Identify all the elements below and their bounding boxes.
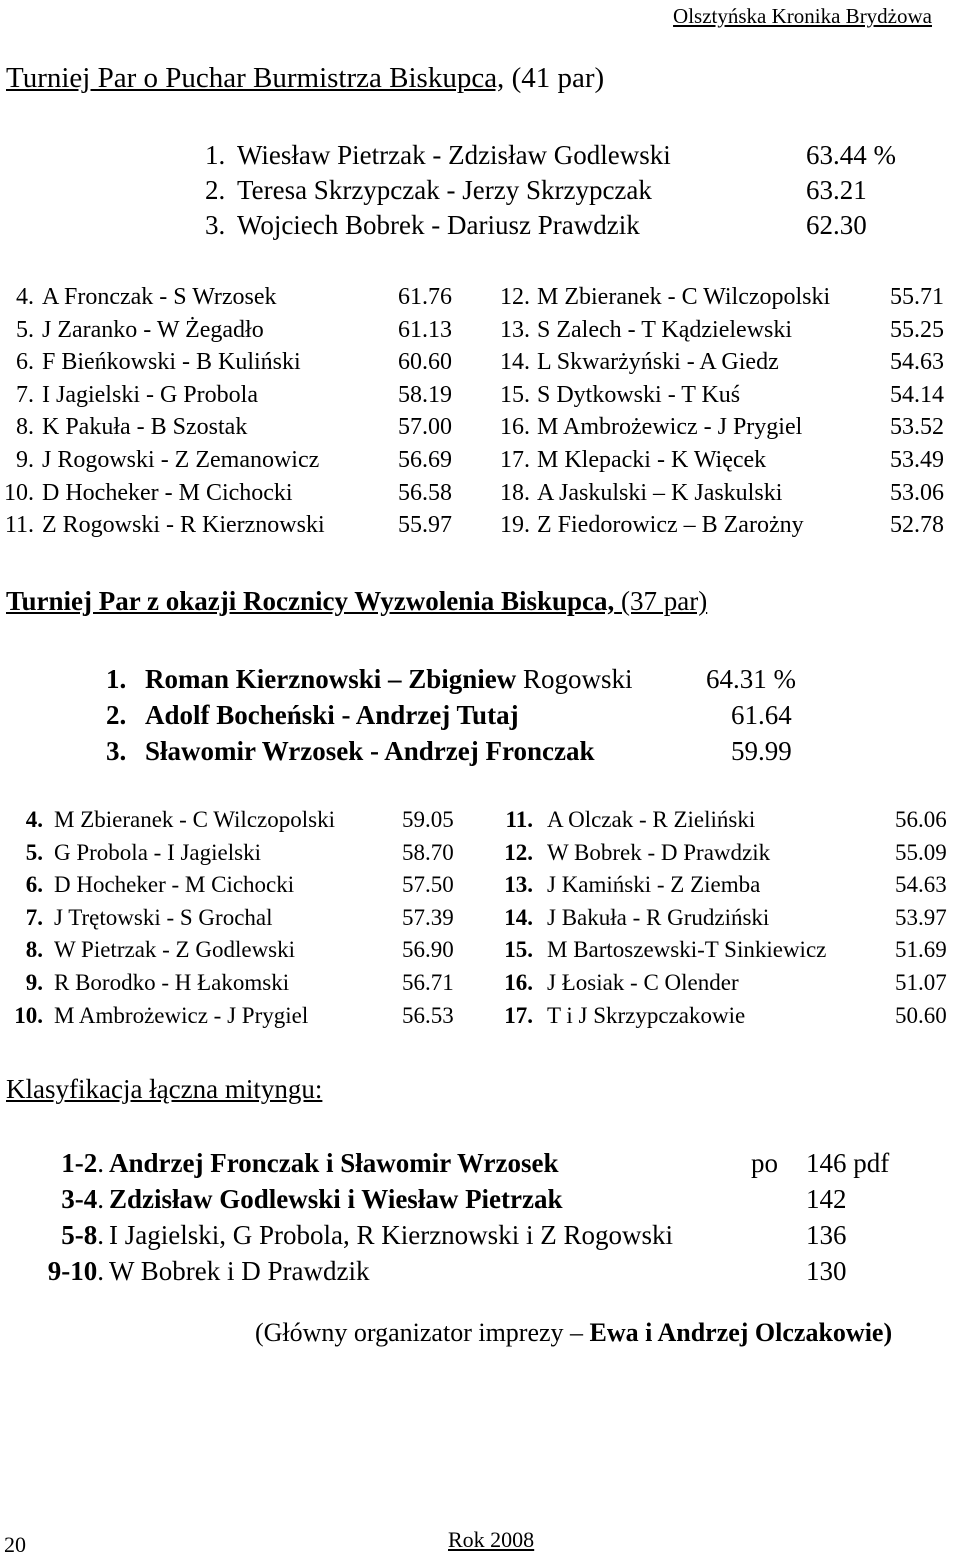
rank: 4. <box>16 284 34 310</box>
pair-names: J Kamiński - Z Ziemba <box>547 872 761 898</box>
rank: 9. <box>25 970 43 995</box>
pair-names: R Borodko - H Łakomski <box>54 970 290 995</box>
pair-names: W Bobrek i D Prawdzik <box>109 1256 370 1286</box>
pair-names: S Zalech - T Kądzielewski <box>537 316 793 343</box>
list-row <box>0 967 960 999</box>
pair-names: I Jagielski, G Probola, R Kierznowski i Z Rogowski <box>109 1220 673 1250</box>
score: 56.53 <box>402 1002 454 1028</box>
organizer-note-prefix: (Główny organizator imprezy – <box>255 1318 590 1347</box>
list-row <box>0 411 960 443</box>
organizer-names: Ewa i Andrzej Olczakowie) <box>589 1318 893 1347</box>
podium-row <box>0 662 960 696</box>
page-number: 20 <box>4 1532 26 1557</box>
pair-names: K Pakuła - B Szostak <box>42 414 248 441</box>
points: 146 pdf <box>806 1148 890 1178</box>
score: 56.90 <box>402 937 454 963</box>
rank: 7. <box>25 904 43 930</box>
pair-names: Zdzisław Godlewski i Wiesław Pietrzak <box>109 1184 563 1214</box>
score: 64.31 % <box>706 664 796 694</box>
rank: 2. <box>205 175 226 205</box>
score: 56.69 <box>398 447 452 473</box>
rank-dot: . <box>97 1148 104 1178</box>
score: 53.52 <box>890 414 944 441</box>
pair-names: D Hocheker - M Cichocki <box>42 479 293 506</box>
section-title-1-main: Turniej Par o Puchar Burmistrza Biskupca, <box>6 62 505 94</box>
pair-names: Z Rogowski - R Kierznowski <box>42 512 325 539</box>
list-row <box>0 444 960 476</box>
classification-row <box>0 1146 960 1180</box>
list-row <box>0 477 960 509</box>
score: 55.09 <box>895 839 947 865</box>
score: 51.69 <box>895 937 947 963</box>
points: 136 <box>806 1220 847 1250</box>
pair-names: T i J Skrzypczakowie <box>547 1002 746 1028</box>
rank: 17. <box>500 447 530 473</box>
list-row <box>0 837 960 869</box>
list-row <box>0 1000 960 1032</box>
rank: 11. <box>505 807 533 832</box>
score: 63.21 <box>806 175 867 205</box>
score: 56.06 <box>895 807 947 832</box>
rank: 6. <box>25 872 43 898</box>
rank: 10. <box>4 479 34 506</box>
pair-names-normal: Rogowski <box>516 664 633 694</box>
pair-names: M Klepacki - K Więcek <box>537 447 767 473</box>
pair-names: L Skwarżyński - A Giedz <box>537 349 779 376</box>
section-title-2-main: Turniej Par z okazji Rocznicy Wyzwolenia Biskupca, <box>6 586 615 616</box>
rank: 9. <box>16 447 34 473</box>
section-title-3: Klasyfikacja łączna mityngu: <box>6 1074 323 1104</box>
pair-names: W Pietrzak - Z Godlewski <box>54 937 296 963</box>
rank-range: 1-2 <box>61 1148 98 1178</box>
rank-range: 3-4 <box>61 1184 98 1214</box>
rank: 7. <box>16 381 34 408</box>
pair-names: M Ambrożewicz - J Prygiel <box>537 414 803 441</box>
score: 63.44 % <box>806 140 896 170</box>
rank: 5. <box>25 839 43 865</box>
score: 61.64 <box>731 700 792 730</box>
score: 56.71 <box>402 970 454 995</box>
rank: 1. <box>106 664 127 694</box>
rank-dot: . <box>97 1184 104 1214</box>
score: 54.63 <box>890 349 944 376</box>
podium-row <box>0 698 960 732</box>
pair-names: M Bartoszewski-T Sinkiewicz <box>547 937 827 963</box>
rank: 10. <box>14 1002 43 1028</box>
score: 54.63 <box>895 872 947 898</box>
rank: 18. <box>500 479 530 506</box>
score: 58.70 <box>402 839 454 865</box>
score: 53.97 <box>895 904 947 930</box>
podium-row <box>0 734 960 768</box>
score: 54.14 <box>890 381 944 408</box>
pair-names: I Jagielski - G Probola <box>42 381 258 408</box>
rank: 8. <box>25 937 43 963</box>
pair-names: Teresa Skrzypczak - Jerzy Skrzypczak <box>237 175 652 205</box>
score: 61.13 <box>398 316 452 343</box>
pair-names-bold: Adolf Bocheński - Andrzej Tutaj <box>145 700 519 730</box>
rank: 19. <box>500 512 530 539</box>
list-row <box>0 869 960 901</box>
score: 57.39 <box>402 904 454 930</box>
section-title-1 <box>6 62 604 95</box>
footer-year: Rok 2008 <box>448 1527 535 1552</box>
score: 59.05 <box>402 807 454 832</box>
rank: 16. <box>504 970 533 995</box>
score: 58.19 <box>398 381 452 408</box>
pair-names: Andrzej Fronczak i Sławomir Wrzosek <box>109 1148 559 1178</box>
list-row <box>0 379 960 411</box>
classification-row <box>0 1182 960 1216</box>
rank: 8. <box>16 414 34 441</box>
pair-names: A Olczak - R Zieliński <box>547 807 756 832</box>
list-row <box>0 902 960 934</box>
pair-names: J Trętowski - S Grochal <box>54 904 273 930</box>
rank: 16. <box>500 414 530 441</box>
rank: 1. <box>205 140 226 170</box>
score: 56.58 <box>398 479 452 506</box>
rank: 4. <box>25 807 43 832</box>
pair-names: M Zbieranek - C Wilczopolski <box>54 807 335 832</box>
points: 130 <box>806 1256 847 1286</box>
pair-names: A Jaskulski – K Jaskulski <box>537 479 783 506</box>
rank <box>0 1182 104 1216</box>
rank: 12. <box>504 839 533 865</box>
organizer-note <box>255 1318 892 1348</box>
pair-names: Wojciech Bobrek - Dariusz Prawdzik <box>237 210 640 240</box>
points: 142 <box>806 1184 847 1214</box>
rank-dot: . <box>97 1256 104 1286</box>
list-row <box>0 281 960 313</box>
pair-names <box>145 698 519 732</box>
pair-names: Z Fiedorowicz – B Zarożny <box>537 512 804 539</box>
podium-row <box>0 208 960 242</box>
rank: 2. <box>106 700 127 730</box>
score: 61.76 <box>398 284 452 310</box>
rank: 15. <box>504 937 533 963</box>
pair-names: D Hocheker - M Cichocki <box>54 872 295 898</box>
rank: 6. <box>16 349 34 376</box>
list-row <box>0 804 960 836</box>
rank: 3. <box>106 736 127 766</box>
list-row <box>0 509 960 541</box>
rank <box>0 1218 104 1252</box>
rank: 5. <box>16 316 34 343</box>
pair-names <box>145 662 633 696</box>
classification-row <box>0 1254 960 1288</box>
pair-names: G Probola - I Jagielski <box>54 839 261 865</box>
score: 51.07 <box>895 970 947 995</box>
rank: 14. <box>504 904 533 930</box>
pair-names: Wiesław Pietrzak - Zdzisław Godlewski <box>237 140 671 170</box>
pair-names: W Bobrek - D Prawdzik <box>547 839 771 865</box>
pair-names: A Fronczak - S Wrzosek <box>42 284 277 310</box>
pair-names: S Dytkowski - T Kuś <box>537 381 741 408</box>
rank-dot: . <box>97 1220 104 1250</box>
score: 53.49 <box>890 447 944 473</box>
score: 55.71 <box>890 284 944 310</box>
score: 62.30 <box>806 210 867 240</box>
score: 55.25 <box>890 316 944 343</box>
score: 53.06 <box>890 479 944 506</box>
rank: 14. <box>500 349 530 376</box>
podium-row <box>0 173 960 207</box>
list-row <box>0 934 960 966</box>
score: 55.97 <box>398 512 452 539</box>
po-label: po <box>751 1148 778 1178</box>
section-title-2 <box>6 586 707 617</box>
score: 57.50 <box>402 872 454 898</box>
rank <box>0 1254 104 1288</box>
score: 52.78 <box>890 512 944 539</box>
rank-range: 9-10 <box>47 1256 98 1286</box>
podium-row <box>0 138 960 172</box>
pair-names: J Rogowski - Z Zemanowicz <box>42 447 320 473</box>
rank: 17. <box>504 1002 533 1028</box>
rank: 13. <box>500 316 530 343</box>
pair-names: J Zaranko - W Żegadło <box>42 316 264 343</box>
score: 59.99 <box>731 736 792 766</box>
pair-names-bold: Roman Kierznowski – Zbigniew <box>145 664 517 694</box>
score: 57.00 <box>398 414 452 441</box>
rank-range: 5-8 <box>61 1220 98 1250</box>
pair-names-bold: Sławomir Wrzosek - Andrzej Fronczak <box>145 736 595 766</box>
score: 50.60 <box>895 1002 947 1028</box>
section-title-2-pairs: (37 par) <box>614 586 708 616</box>
pair-names: M Zbieranek - C Wilczopolski <box>537 284 831 310</box>
rank: 3. <box>205 210 226 240</box>
classification-row <box>0 1218 960 1252</box>
rank: 11. <box>4 512 34 539</box>
pair-names <box>145 734 594 768</box>
pair-names: F Bieńkowski - B Kuliński <box>42 349 301 376</box>
pair-names: M Ambrożewicz - J Prygiel <box>54 1002 309 1028</box>
pair-names: J Bakuła - R Grudziński <box>547 904 770 930</box>
section-title-1-pairs: (41 par) <box>504 62 605 94</box>
rank: 12. <box>500 284 530 310</box>
rank: 15. <box>500 381 530 408</box>
header-title: Olsztyńska Kronika Brydżowa <box>673 4 932 28</box>
pair-names: J Łosiak - C Olender <box>547 970 739 995</box>
rank <box>0 1146 104 1180</box>
rank: 13. <box>504 872 533 898</box>
list-row <box>0 314 960 346</box>
list-row <box>0 346 960 378</box>
score: 60.60 <box>398 349 452 376</box>
